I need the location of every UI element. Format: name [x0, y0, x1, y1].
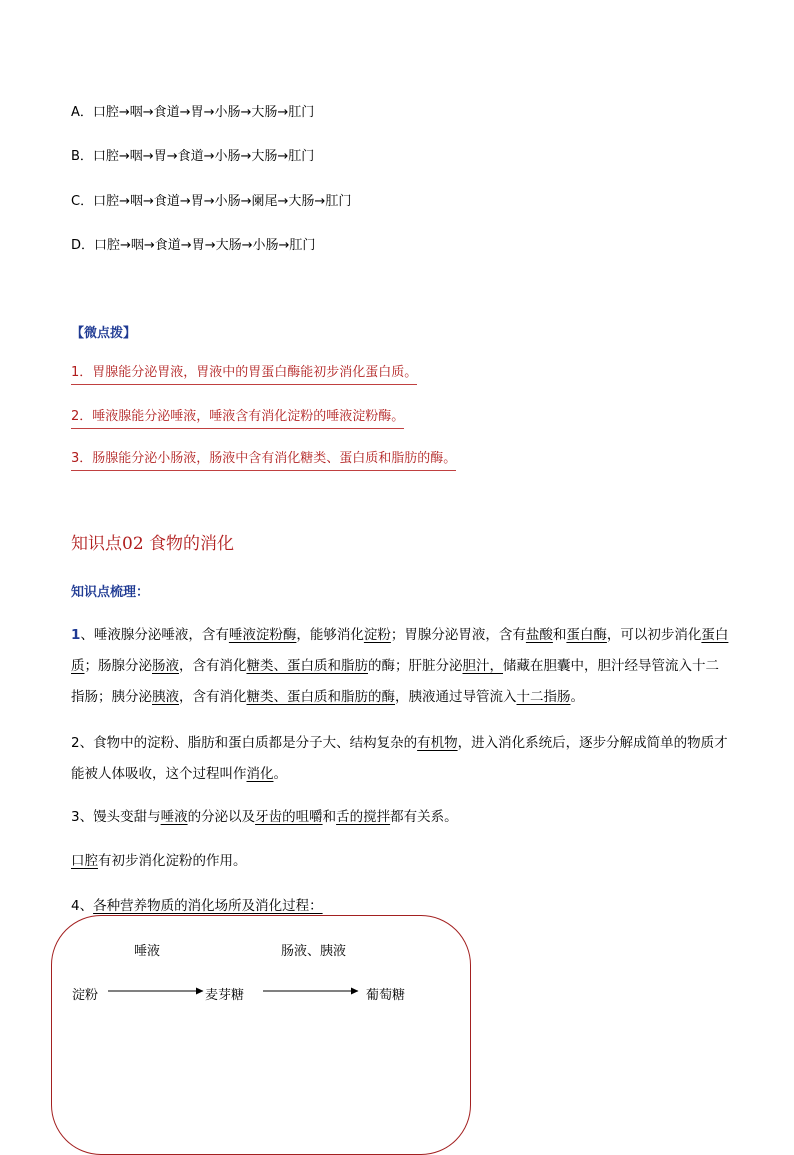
underlined-term: 唾液淀粉酶	[228, 627, 297, 643]
text-span: 储藏在胆囊中，胆汁经导管流入十二指肠；胰分泌	[71, 658, 719, 705]
text-span: 都有关系。	[390, 809, 458, 825]
underlined-term: 胆汁，	[462, 658, 503, 674]
underlined-term: 各种营养物质的消化场所及消化过程：	[93, 898, 323, 914]
tip-item-2: 2．唾液腺能分泌唾液，唾液含有消化淀粉的唾液淀粉酶。	[71, 408, 404, 429]
option-c: C．口腔→咽→食道→胃→小肠→阑尾→大肠→肛门	[71, 194, 352, 209]
underlined-term: 牙齿的咀嚼	[255, 809, 323, 825]
tip-item-1: 1．胃腺能分泌胃液，胃液中的胃蛋白酶能初步消化蛋白质。	[71, 364, 417, 385]
diagram-glucose: 葡萄糖	[366, 988, 406, 1003]
text-span: 的分泌以及	[187, 809, 256, 825]
section-subtitle: 知识点梳理：	[71, 585, 150, 600]
tips-title: 【微点拨】	[71, 326, 137, 341]
text-span: ，含有消化	[179, 658, 247, 674]
text-span: 。	[570, 689, 584, 705]
text-span: 3、馒头变甜与	[71, 809, 161, 825]
underlined-term: 糖类、蛋白质和脂肪的酶	[246, 689, 395, 705]
digestion-diagram-frame	[51, 915, 471, 1155]
underlined-term: 舌的搅拌	[336, 809, 391, 825]
option-a: A．口腔→咽→食道→胃→小肠→大肠→肛门	[71, 105, 315, 120]
paragraph-2	[71, 728, 731, 790]
text-span: ；肠腺分泌	[84, 658, 152, 674]
underlined-term: 蛋白酶	[566, 627, 607, 643]
underlined-term: 口腔	[71, 853, 98, 869]
text-span: 有初步消化淀粉的作用。	[98, 853, 247, 869]
diagram-enzyme-intestinal-pancreatic: 肠液、胰液	[281, 944, 347, 959]
diagram-starch: 淀粉	[72, 988, 99, 1003]
underlined-term: 有机物	[417, 735, 458, 751]
underlined-term: 淀粉	[363, 627, 391, 643]
underlined-term: 唾液	[160, 809, 188, 825]
text-span: 和	[552, 627, 567, 643]
underlined-term: 蛋白质	[71, 627, 729, 674]
text-span: ，含有消化	[179, 689, 247, 705]
text-span: ；胃腺分泌胃液，含有	[390, 627, 526, 643]
underlined-term: 糖类、蛋白质和脂肪	[246, 658, 368, 674]
text-span: 4、	[71, 898, 94, 914]
tip-item-3: 3．肠腺能分泌小肠液，肠液中含有消化糖类、蛋白质和脂肪的酶。	[71, 450, 456, 471]
text-span: ，可以初步消化	[606, 627, 702, 643]
text-span: 2、食物中的淀粉、脂肪和蛋白质都是分子大、结构复杂的	[71, 735, 418, 751]
text-span: ，进入消化系统后，逐步分解成简单的物质才能被人体吸收，这个过程叫作	[71, 735, 728, 782]
text-span: ，能够消化	[296, 627, 364, 643]
underlined-term: 胰液	[152, 689, 179, 705]
paragraph-3	[71, 802, 731, 833]
underlined-term: 肠液	[152, 658, 179, 674]
text-span: 和	[322, 809, 337, 825]
option-d: D．口腔→咽→食道→胃→大肠→小肠→肛门	[71, 238, 316, 253]
text-span: ，胰液通过导管流入	[395, 689, 517, 705]
section-title: 知识点02 食物的消化	[71, 534, 235, 554]
diagram-maltose: 麦芽糖	[205, 988, 245, 1003]
paragraph-number: 1	[71, 627, 81, 643]
paragraph-3b	[71, 846, 731, 877]
paragraph-1	[71, 620, 731, 713]
underlined-term: 盐酸	[525, 627, 553, 643]
text-span: 、唾液腺分泌唾液，含有	[80, 627, 229, 643]
underlined-term: 十二指肠	[516, 689, 571, 705]
diagram-enzyme-saliva: 唾液	[134, 944, 161, 959]
option-b: B．口腔→咽→胃→食道→小肠→大肠→肛门	[71, 149, 315, 164]
text-span: 的酶；肝脏分泌	[368, 658, 463, 674]
underlined-term: 消化	[246, 766, 274, 782]
text-span: 。	[273, 766, 287, 782]
